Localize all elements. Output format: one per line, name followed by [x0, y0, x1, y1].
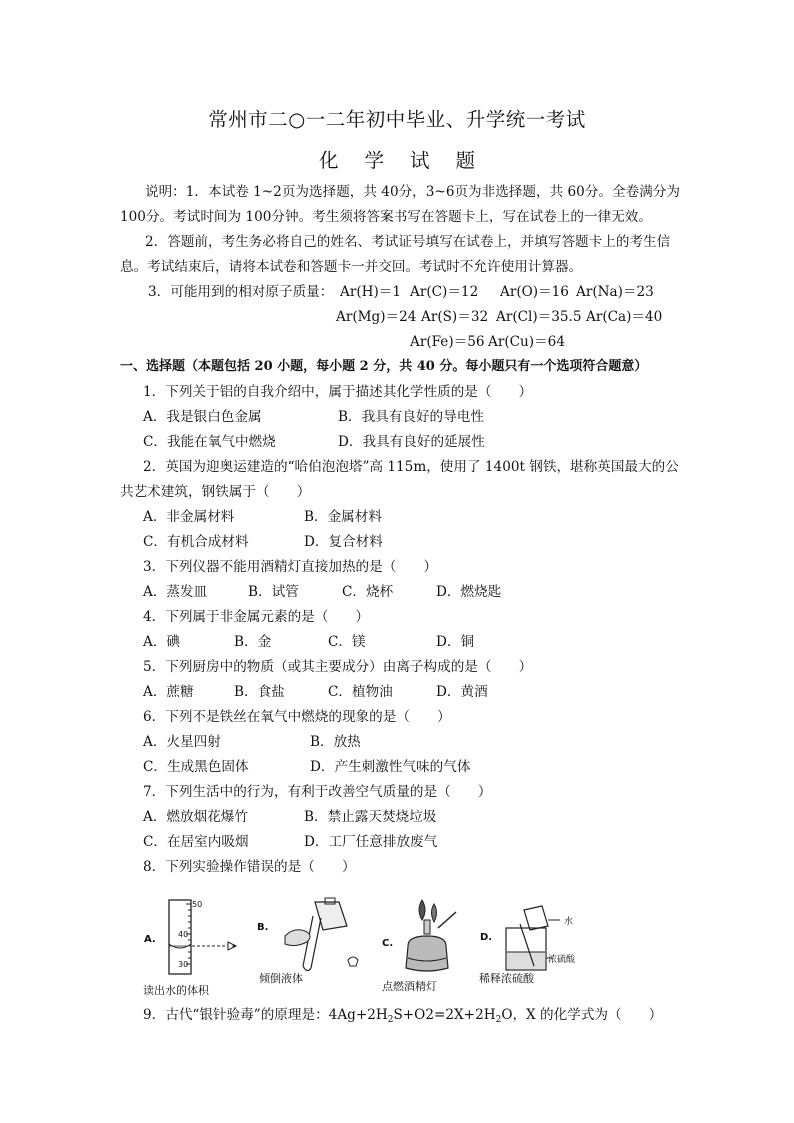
- mass-cl: Ar(Cl)＝35.5: [496, 309, 582, 325]
- caption-a: 读出水的体积: [143, 984, 209, 997]
- section-heading: 一、选择题（本题包括 20 小题，每小题 2 分，共 40 分。每小题只有一个选项符合题意）: [120, 359, 648, 374]
- q7-stem: 7．下列生活中的行为，有利于改善空气质量的是（ ）: [143, 784, 492, 800]
- q1-option-a: A．我是银白色金属: [143, 409, 262, 425]
- mass-o: Ar(O)＝16: [500, 284, 569, 300]
- q9-sub-2: 2: [495, 1015, 502, 1025]
- figure-a-label: A.: [144, 934, 156, 945]
- q3-option-c: C．烧杯: [342, 584, 394, 600]
- q6-option-d: D．产生刺激性气味的气体: [310, 759, 471, 775]
- exam-subtitle: 化学试题: [318, 149, 501, 172]
- q4-option-b: B．金: [234, 634, 272, 650]
- q5-stem: 5．下列厨房中的物质（或其主要成分）由离子构成的是（ ）: [143, 659, 533, 675]
- cylinder-tick-30: 30: [178, 960, 189, 969]
- q3-option-d: D．燃烧匙: [436, 584, 502, 600]
- q5-option-c: C．植物油: [328, 684, 393, 700]
- q7-option-d: D．工厂任意排放废气: [304, 834, 438, 850]
- q6-option-c: C．生成黑色固体: [143, 759, 249, 775]
- q9-stem: [143, 1005, 662, 1025]
- figure-c-alcohol-lamp: [378, 898, 468, 976]
- cylinder-tick-40: 40: [178, 930, 189, 939]
- q3-option-a: A．蒸发皿: [143, 584, 208, 600]
- figure-c-label: C.: [382, 938, 394, 949]
- instruction-line-3: 2．答题前，考生务必将自己的姓名、考试证号填写在试卷上，并填写答题卡上的考生信: [145, 234, 671, 250]
- q3-stem: 3．下列仪器不能用酒精灯直接加热的是（ ）: [143, 559, 438, 575]
- mass-mg: Ar(Mg)＝24: [336, 309, 417, 325]
- q1-option-b: B．我具有良好的导电性: [338, 409, 484, 425]
- q6-stem: 6．下列不是铁丝在氧气中燃烧的现象的是（ ）: [143, 709, 451, 725]
- q9-sub-1: 2: [387, 1015, 394, 1025]
- cylinder-tick-50: 50: [192, 900, 203, 909]
- q1-option-d: D．我具有良好的延展性: [338, 434, 485, 450]
- mass-c: Ar(C)＝12: [410, 284, 479, 300]
- figure-b-label: B.: [257, 922, 269, 933]
- caption-b: 倾倒液体: [259, 972, 303, 985]
- label-water: 水: [564, 917, 574, 927]
- q2-option-b: B．金属材料: [304, 509, 382, 525]
- pouring-drawing: [255, 896, 365, 976]
- q6-option-a: A．火星四射: [143, 734, 221, 750]
- mass-intro: 3．可能用到的相对原子质量：: [148, 284, 334, 300]
- label-conc-acid: 浓硫酸: [548, 955, 576, 965]
- q5-option-d: D．黄酒: [436, 684, 488, 700]
- figure-a-cylinder: [140, 896, 250, 978]
- figure-d-dilution: [476, 904, 586, 974]
- q9-stem-mid: S+O2=2X+2H: [393, 1007, 496, 1023]
- q6-option-b: B．放热: [310, 734, 361, 750]
- mass-na: Ar(Na)＝23: [576, 284, 654, 300]
- q1-option-c: C．我能在氧气中燃烧: [143, 434, 276, 450]
- q3-option-b: B．试管: [248, 584, 299, 600]
- q9-stem-pre: 9．古代“银针验毒”的原理是：4Ag+2H: [143, 1007, 388, 1023]
- q2-stem: 2．英国为迎奥运建造的“哈伯泡泡塔”高 115m，使用了 1400t 钢铁，堪称英国最大的公: [143, 459, 679, 475]
- q7-option-a: A．燃放烟花爆竹: [143, 809, 248, 825]
- q4-option-a: A．碘: [143, 634, 181, 650]
- mass-ca: Ar(Ca)＝40: [586, 309, 663, 325]
- q4-option-c: C．镁: [328, 634, 366, 650]
- exam-title: 常州市二○一二年初中毕业、升学统一考试: [208, 108, 586, 131]
- q5-option-b: B．食盐: [234, 684, 285, 700]
- q2-option-c: C．有机合成材料: [143, 534, 249, 550]
- q4-option-d: D．铜: [436, 634, 475, 650]
- alcohol-lamp-drawing: [378, 898, 468, 976]
- instruction-line-2: 100分。考试时间为 100分钟。考生须将答案书写在答题卡上，写在试卷上的一律无效。: [120, 209, 652, 225]
- q5-option-a: A．蔗糖: [143, 684, 194, 700]
- figure-b-pouring: [255, 896, 365, 976]
- q8-stem: 8．下列实验操作错误的是（ ）: [143, 859, 356, 875]
- q9-stem-post: O，X 的化学式为（ ）: [501, 1007, 663, 1023]
- q4-stem: 4．下列属于非金属元素的是（ ）: [143, 609, 370, 625]
- q1-stem: 1．下列关于铝的自我介绍中，属于描述其化学性质的是（ ）: [143, 384, 533, 400]
- q7-option-b: B．禁止露天焚烧垃圾: [304, 809, 437, 825]
- caption-c: 点燃酒精灯: [382, 980, 437, 993]
- mass-h: Ar(H)＝1: [340, 284, 402, 300]
- q2-option-a: A．非金属材料: [143, 509, 235, 525]
- q2-option-d: D．复合材料: [304, 534, 383, 550]
- caption-d: 稀释浓硫酸: [479, 972, 534, 985]
- figure-d-label: D.: [480, 932, 493, 943]
- mass-fe: Ar(Fe)＝56: [410, 334, 485, 350]
- q7-option-c: C．在居室内吸烟: [143, 834, 249, 850]
- mass-cu: Ar(Cu)＝64: [488, 334, 565, 350]
- q2-stem-cont: 共艺术建筑，钢铁属于（ ）: [120, 484, 311, 500]
- instruction-line-1: 说明：1．本试卷 1~2页为选择题，共 40分，3~6页为非选择题，共 60分。全卷满分为: [145, 184, 680, 200]
- mass-s: Ar(S)＝32: [421, 309, 489, 325]
- instruction-line-4: 息。考试结束后，请将本试卷和答题卡一并交回。考试时不允许使用计算器。: [120, 259, 583, 275]
